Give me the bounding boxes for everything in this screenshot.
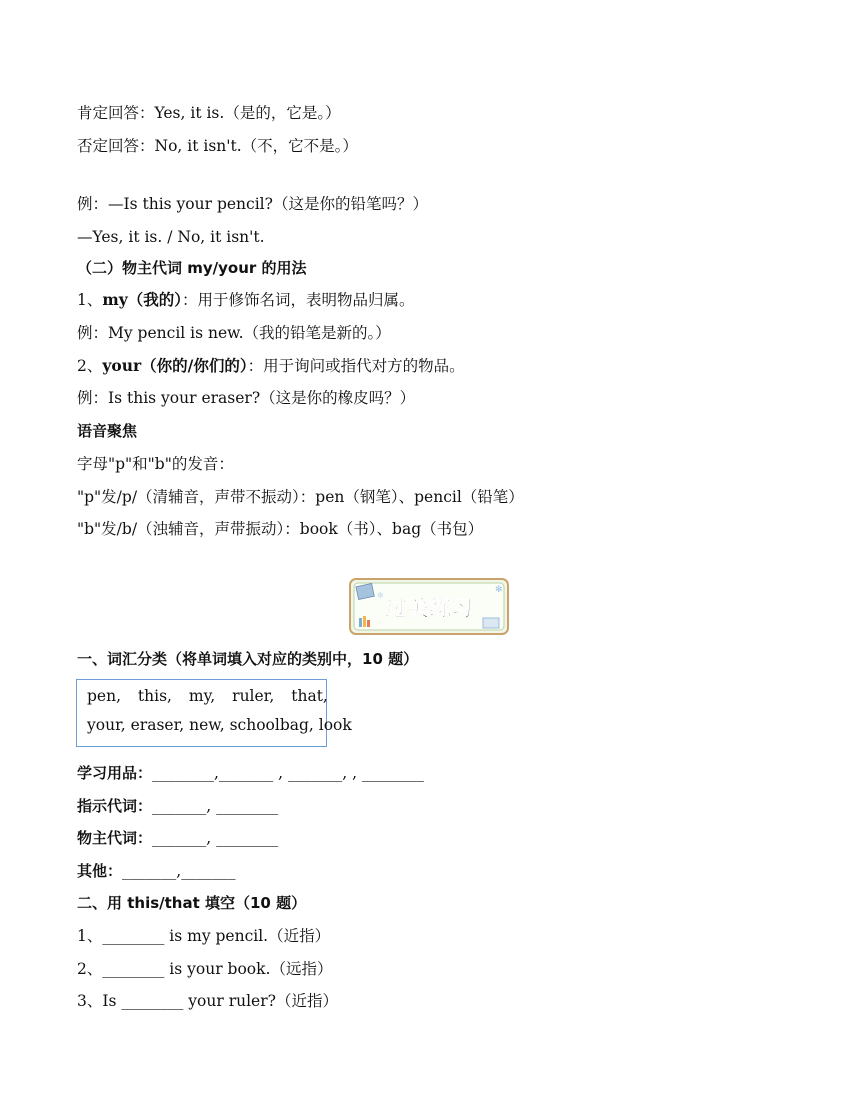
svg-text:✻: ✻ [495, 585, 503, 595]
term-your: your（你的/你们的） [102, 356, 248, 375]
practice-banner [349, 578, 509, 635]
answer-blanks[interactable]: _______,_______ [122, 862, 236, 880]
category-label: 物主代词： [77, 829, 153, 847]
exercise2-question-3[interactable]: 3、Is ________ your ruler?（近指） [77, 992, 338, 1010]
line-phonics-b: "b"发/b/（浊辅音，声带振动）：book（书）、bag（书包） [77, 520, 484, 538]
line-negative-answer: 否定回答：No, it isn't.（不，它不是。） [77, 137, 358, 155]
section-heading-phonics: 语音聚焦 [77, 422, 138, 440]
category-others [77, 861, 235, 881]
category-school-supplies [77, 763, 424, 783]
line-affirmative-answer: 肯定回答：Yes, it is.（是的，它是。） [77, 104, 341, 122]
word-bank-box [76, 679, 352, 747]
exercise2-question-1[interactable]: 1、________ is my pencil.（近指） [77, 927, 331, 945]
banner-title: 过关练习 [384, 597, 474, 622]
category-label: 学习用品： [77, 764, 153, 782]
word-bank-line-1: pen, this, my, ruler, that, [87, 687, 328, 705]
category-demonstratives [77, 796, 278, 816]
line-example-answer: —Yes, it is. / No, it isn't. [77, 228, 265, 246]
exercise2-question-2[interactable]: 2、________ is your book.（远指） [77, 960, 333, 978]
line-your-example: 例：Is this your eraser?（这是你的橡皮吗？） [77, 389, 416, 407]
line-my-example: 例：My pencil is new.（我的铅笔是新的。） [77, 324, 391, 342]
category-label: 指示代词： [77, 797, 153, 815]
term-description: ：用于询问或指代对方的物品。 [247, 357, 465, 375]
line-your-usage [77, 356, 465, 376]
answer-blanks[interactable]: _______, ________ [152, 797, 279, 815]
category-possessives [77, 828, 278, 848]
answer-blanks[interactable]: ________,_______ , _______, , ________ [152, 764, 424, 782]
exercise2-heading: 二、用 this/that 填空（10 题） [77, 894, 307, 912]
exercise1-heading: 一、词汇分类（将单词填入对应的类别中，10 题） [77, 650, 419, 668]
word-bank-line-2: your, eraser, new, schoolbag, look [87, 716, 352, 734]
item-number: 2、 [77, 357, 103, 375]
category-label: 其他： [77, 862, 123, 880]
section-heading-possessive: （二）物主代词 my/your 的用法 [77, 259, 307, 277]
line-phonics-intro: 字母"p"和"b"的发音： [77, 455, 234, 473]
term-description: ：用于修饰名词，表明物品归属。 [182, 291, 415, 309]
line-my-usage [77, 290, 415, 310]
item-number: 1、 [77, 291, 103, 309]
svg-text:✻: ✻ [377, 591, 384, 600]
answer-blanks[interactable]: _______, ________ [152, 829, 279, 847]
line-phonics-p: "p"发/p/（清辅音，声带不振动）：pen（钢笔）、pencil（铅笔） [77, 488, 524, 506]
line-example-question: 例：—Is this your pencil?（这是你的铅笔吗？） [77, 195, 428, 213]
term-my: my（我的） [102, 290, 183, 309]
